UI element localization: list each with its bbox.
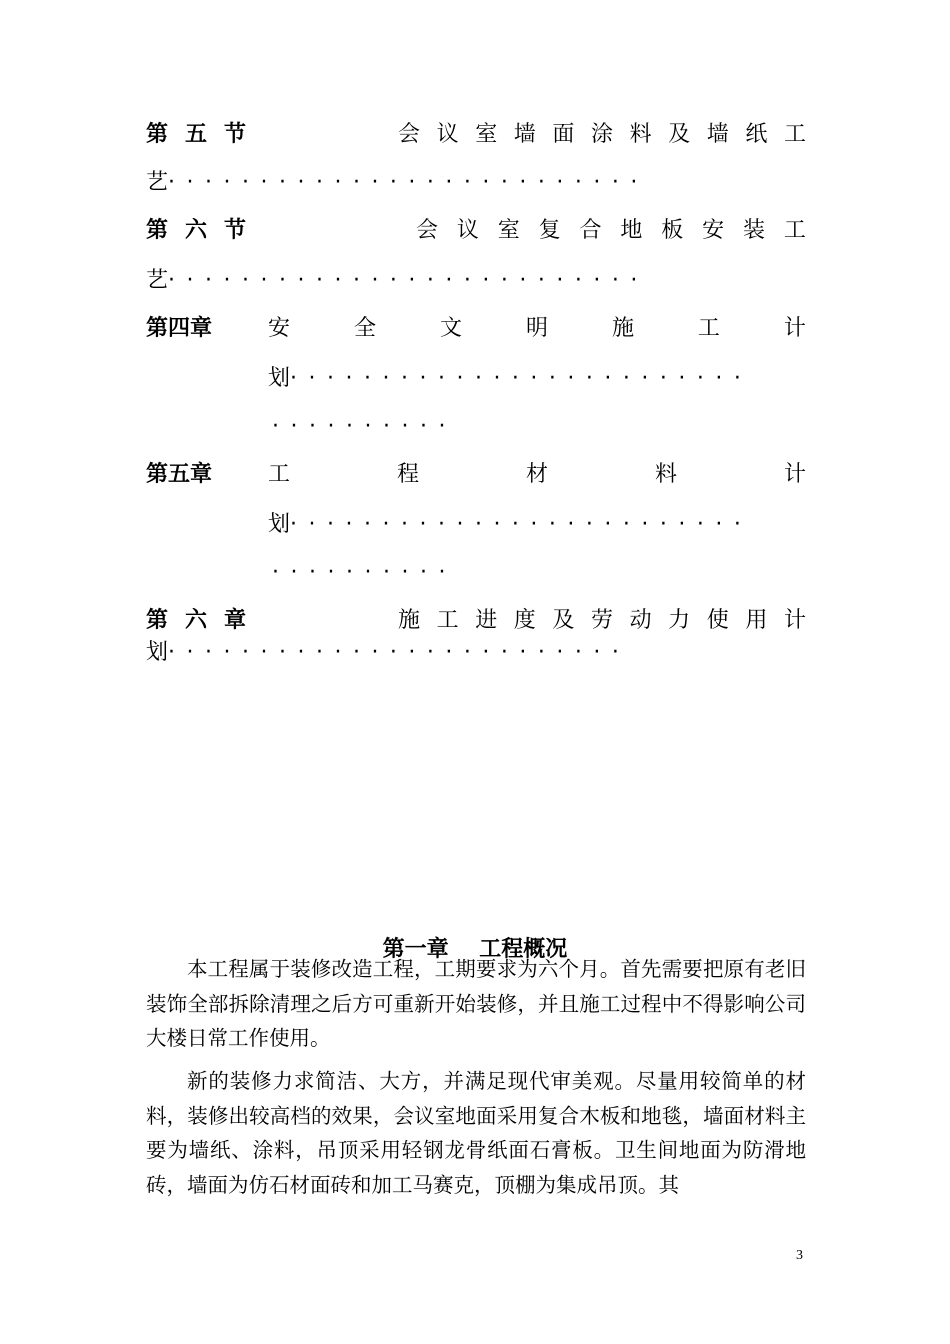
toc-section5-title: 会 议 室 墙 面 涂 料 及 墙 纸 工 bbox=[398, 122, 806, 147]
toc-section6-title: 会 议 室 复 合 地 板 安 装 工 bbox=[416, 218, 806, 243]
chapter-paragraph-2: 新的装修力求简洁、大方，并满足现代审美观。尽量用较简单的材料，装修出较高档的效果，会议室地面采用复合木板和地毯，墙面材料主要为墙纸、涂料，吊顶采用轻钢龙骨纸面石膏板。卫生间地面为防滑地砖，墙面为仿石材面砖和加工马赛克，顶棚为集成吊顶。其 bbox=[146, 1069, 806, 1197]
chapter-title: 第一章 工程概况 bbox=[382, 936, 568, 962]
toc-chapter5-label: 第五章 bbox=[146, 462, 213, 487]
toc-chapter5-leader: 划························· bbox=[268, 512, 753, 537]
toc-chapter4-leader-continued: ·········· bbox=[272, 414, 457, 439]
toc-chapter6-leader: 划························· bbox=[146, 640, 631, 665]
toc-section5-leader: 艺·························· bbox=[146, 170, 649, 195]
chapter-paragraph-1: 本工程属于装修改造工程，工期要求为六个月。首先需要把原有老旧装饰全部拆除清理之后方可重新开始装修，并且施工过程中不得影响公司大楼日常工作使用。 bbox=[146, 957, 806, 1050]
toc-chapter6-label: 第 六 章 bbox=[146, 608, 246, 633]
toc-chapter5-leader-continued: ·········· bbox=[272, 560, 457, 585]
toc-chapter4-title: 安 全 文 明 施 工 计 bbox=[268, 316, 806, 341]
toc-section5-label: 第 五 节 bbox=[146, 122, 246, 147]
toc-section6-leader: 艺·························· bbox=[146, 268, 649, 293]
page-number: 3 bbox=[796, 1248, 803, 1263]
toc-chapter4-leader: 划························· bbox=[268, 366, 753, 391]
toc-section6-label: 第 六 节 bbox=[146, 218, 246, 243]
toc-chapter4-label: 第四章 bbox=[146, 316, 213, 341]
toc-chapter5-title: 工 程 材 料 计 bbox=[268, 462, 806, 487]
toc-chapter6-title: 施 工 进 度 及 劳 动 力 使 用 计 bbox=[398, 608, 806, 633]
